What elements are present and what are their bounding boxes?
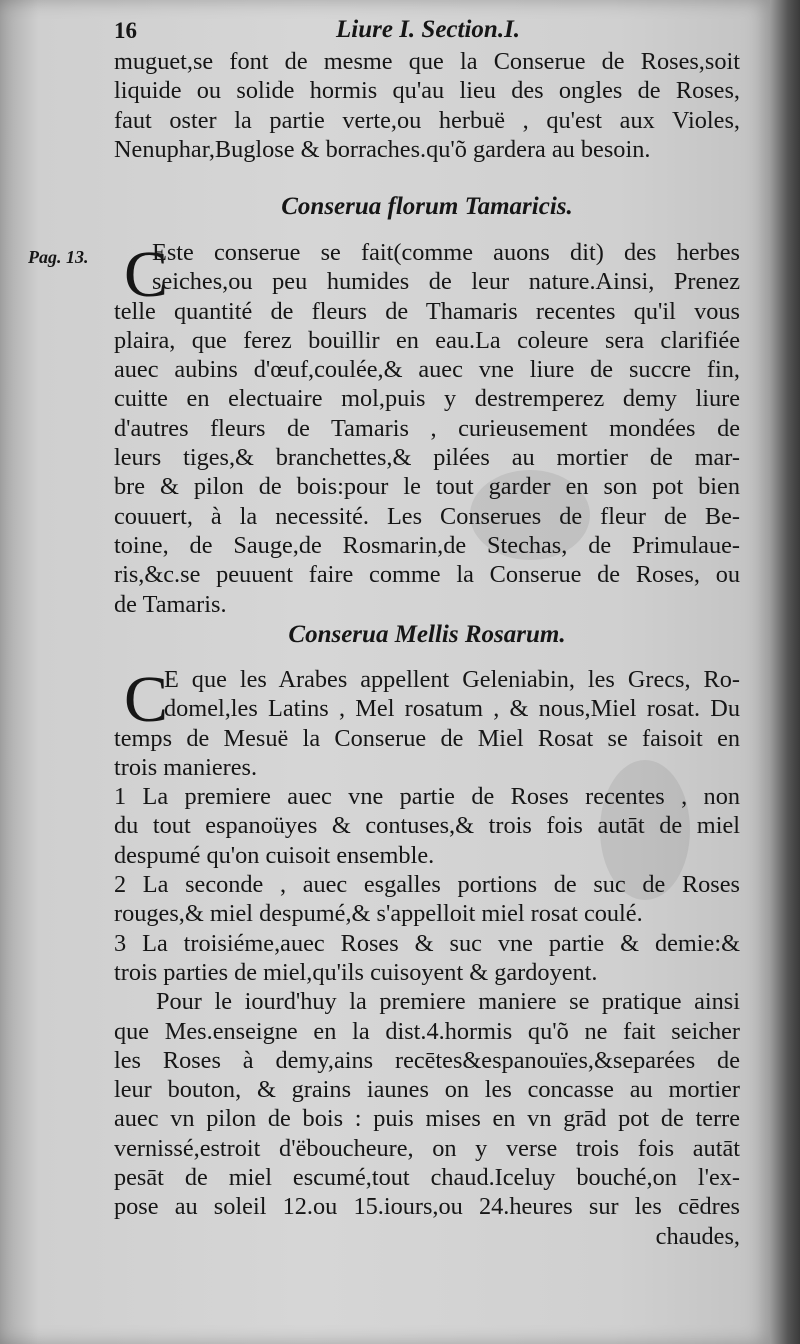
text-line: rouges,& miel despumé,& s'appelloit miel rosat coulé. <box>114 900 643 928</box>
text-line: E que les Arabes appellent Geleniabin, les Grecs, Ro- <box>164 666 740 693</box>
page-number: 16 <box>114 18 137 43</box>
page-edge-shadow <box>770 0 800 1344</box>
text-line: trois manieres. <box>114 753 258 781</box>
drop-cap: C <box>124 663 169 736</box>
section-heading-miel-rosat: Conserua Mellis Rosarum. <box>288 621 566 648</box>
text-line: Este conserue se fait(comme auons dit) des herbes <box>152 239 740 266</box>
catchword: chaudes, <box>655 1222 740 1250</box>
text-line: telle quantité de fleurs de Thamaris recentes qu'il vous <box>114 297 740 325</box>
text-line: Pour le iourd'huy la premiere maniere se pratique ainsi <box>156 988 740 1016</box>
text-line: cuitte en electuaire mol,puis y destremperez demy liure <box>114 385 740 413</box>
drop-cap: C <box>124 238 169 311</box>
text-line: pesāt de miel escumé,tout chaud.Iceluy bouché,on l'ex- <box>114 1164 740 1192</box>
text-line: leur bouton, & grains iaunes on les concasse au mortier <box>114 1076 740 1104</box>
text-line: faut oster la partie verte,ou herbuë , qu'est aux Violes, <box>114 106 740 134</box>
text-line: pose au soleil 12.ou 15.iours,ou 24.heures sur les cēdres <box>114 1193 740 1221</box>
running-title: Liure I. Section.I. <box>336 16 521 43</box>
text-line: temps de Mesuë la Conserue de Miel Rosat se faisoit en <box>114 724 740 752</box>
list-item-1: 1 La premiere auec vne partie de Roses recentes , non <box>114 783 740 811</box>
text-line: couuert, à la necessité. Les Conserues de fleur de Be- <box>114 502 740 530</box>
text-line: despumé qu'on cuisoit ensemble. <box>114 841 435 869</box>
text-line: auec aubins d'œuf,coulée,& auec vne liure de succre fin, <box>114 356 740 384</box>
paragraph-continuation <box>114 47 740 164</box>
margin-note: Pag. 13. <box>28 247 89 267</box>
text-line: vernissé,estroit d'ëboucheure, on y verse trois fois autāt <box>114 1134 740 1162</box>
text-line: que Mes.enseigne en la dist.4.hormis qu'õ ne fait seicher <box>114 1017 740 1045</box>
running-header <box>114 14 724 48</box>
text-line: liquide ou solide hormis qu'au lieu des ongles de Roses, <box>114 77 740 105</box>
text-line: muguet,se font de mesme que la Conserue de Roses,soit <box>114 48 740 75</box>
text-line: seiches,ou peu humides de leur nature.Ainsi, Prenez <box>152 268 740 296</box>
paragraph-tamaris <box>114 238 740 619</box>
text-line: les Roses à demy,ains recētes&espanouïes,&separées de <box>114 1046 740 1074</box>
text-line: bre & pilon de bois:pour le tout garder en son pot bien <box>114 473 740 501</box>
text-line: auec vn pilon de bois : puis mises en vn grād pot de terre <box>114 1105 740 1133</box>
text-line: de Tamaris. <box>114 590 227 618</box>
text-line: Nenuphar,Buglose & borraches.qu'õ gardera au besoin. <box>114 135 651 163</box>
text-line: domel,les Latins , Mel rosatum , & nous,Miel rosat. Du <box>164 695 740 723</box>
text-line: toine, de Sauge,de Rosmarin,de Stechas, de Primulaue- <box>114 531 740 559</box>
text-line: plaira, que ferez bouillir en eau.La coleure sera clarifiée <box>114 326 740 354</box>
text-line: du tout espanoüyes & contuses,& trois fois autāt de miel <box>114 812 740 840</box>
text-line: leurs tiges,& branchettes,& pilées au mortier de mar- <box>114 444 740 472</box>
paragraph-miel-rosat <box>114 665 740 1251</box>
text-line: trois parties de miel,qu'ils cuisoyent & gardoyent. <box>114 958 598 986</box>
list-item-3: 3 La troisiéme,auec Roses & suc vne partie & demie:& <box>114 929 740 957</box>
section-heading-tamaris: Conserua florum Tamaricis. <box>281 193 573 220</box>
text-line: d'autres fleurs de Tamaris , curieusement mondées de <box>114 414 740 442</box>
text-line: ris,&c.se peuuent faire comme la Conserue de Roses, ou <box>114 561 740 589</box>
list-item-2: 2 La seconde , auec esgalles portions de suc de Roses <box>114 871 740 899</box>
